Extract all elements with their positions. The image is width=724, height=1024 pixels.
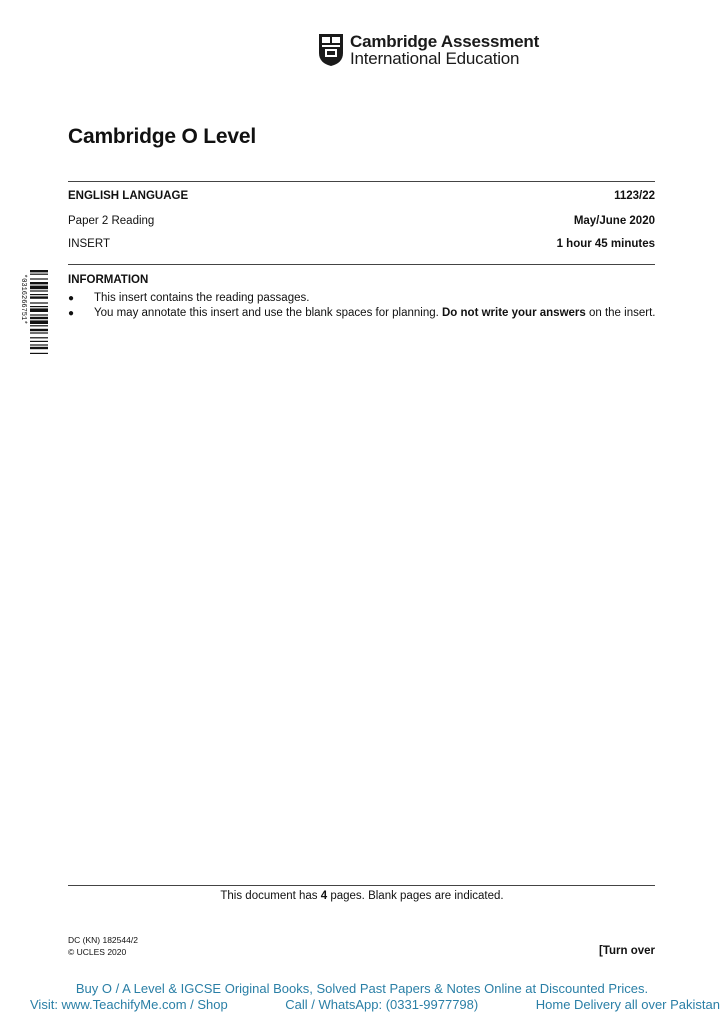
doc-type-label: INSERT bbox=[68, 238, 110, 250]
logo-line1: Cambridge Assessment bbox=[350, 32, 540, 51]
cambridge-shield-icon bbox=[318, 33, 344, 67]
bottom-divider bbox=[68, 885, 655, 886]
info-item-2-bold: Do not write your answers bbox=[442, 307, 586, 319]
turn-over-label: [Turn over bbox=[598, 945, 655, 957]
information-heading: INFORMATION bbox=[68, 274, 149, 286]
info-item-2-prefix: You may annotate this insert and use the blank spaces for planning. bbox=[94, 307, 442, 319]
meta-row-paper bbox=[68, 215, 655, 227]
doc-code: DC (KN) 182544/2 bbox=[68, 935, 138, 945]
duration-label: 1 hour 45 minutes bbox=[556, 238, 655, 250]
info-item-2-text bbox=[94, 305, 656, 322]
bullet-icon: ● bbox=[68, 293, 75, 304]
info-item-1-text: This insert contains the reading passages. bbox=[94, 292, 310, 304]
document-code-block bbox=[68, 934, 138, 958]
top-divider bbox=[68, 181, 655, 182]
promo-visit-link[interactable]: Visit: www.TeachifyMe.com / Shop bbox=[30, 997, 228, 1012]
meta-row-insert bbox=[68, 238, 655, 250]
logo-line2: International Education bbox=[350, 49, 520, 68]
paper-label: Paper 2 Reading bbox=[68, 215, 155, 227]
svg-text:*0316266751*: *0316266751* bbox=[19, 274, 27, 325]
subject-label: ENGLISH LANGUAGE bbox=[68, 190, 189, 202]
logo-wordmark bbox=[350, 33, 539, 67]
pages-prefix: This document has bbox=[220, 890, 321, 902]
promo-contact-row bbox=[30, 997, 720, 1012]
promo-call: Call / WhatsApp: (0331-9977798) bbox=[285, 997, 479, 1012]
middle-divider bbox=[68, 264, 655, 265]
info-item-2-suffix: on the insert. bbox=[585, 307, 656, 319]
copyright: © UCLES 2020 bbox=[68, 947, 127, 957]
paper-code: 1123/22 bbox=[614, 190, 655, 202]
pages-note bbox=[0, 890, 724, 902]
meta-row-subject bbox=[68, 190, 655, 202]
bullet-icon: ● bbox=[68, 308, 75, 319]
pages-suffix: pages. Blank pages are indicated. bbox=[327, 890, 504, 902]
session-label: May/June 2020 bbox=[573, 215, 655, 227]
pages-count: 4 bbox=[320, 890, 328, 902]
barcode-icon bbox=[16, 270, 60, 410]
cambridge-logo bbox=[318, 33, 539, 67]
promo-delivery: Home Delivery all over Pakistan bbox=[535, 997, 720, 1012]
page-title: Cambridge O Level bbox=[68, 125, 256, 148]
promo-line: Buy O / A Level & IGCSE Original Books, Solved Past Papers & Notes Online at Discounted Prices. bbox=[75, 981, 649, 996]
